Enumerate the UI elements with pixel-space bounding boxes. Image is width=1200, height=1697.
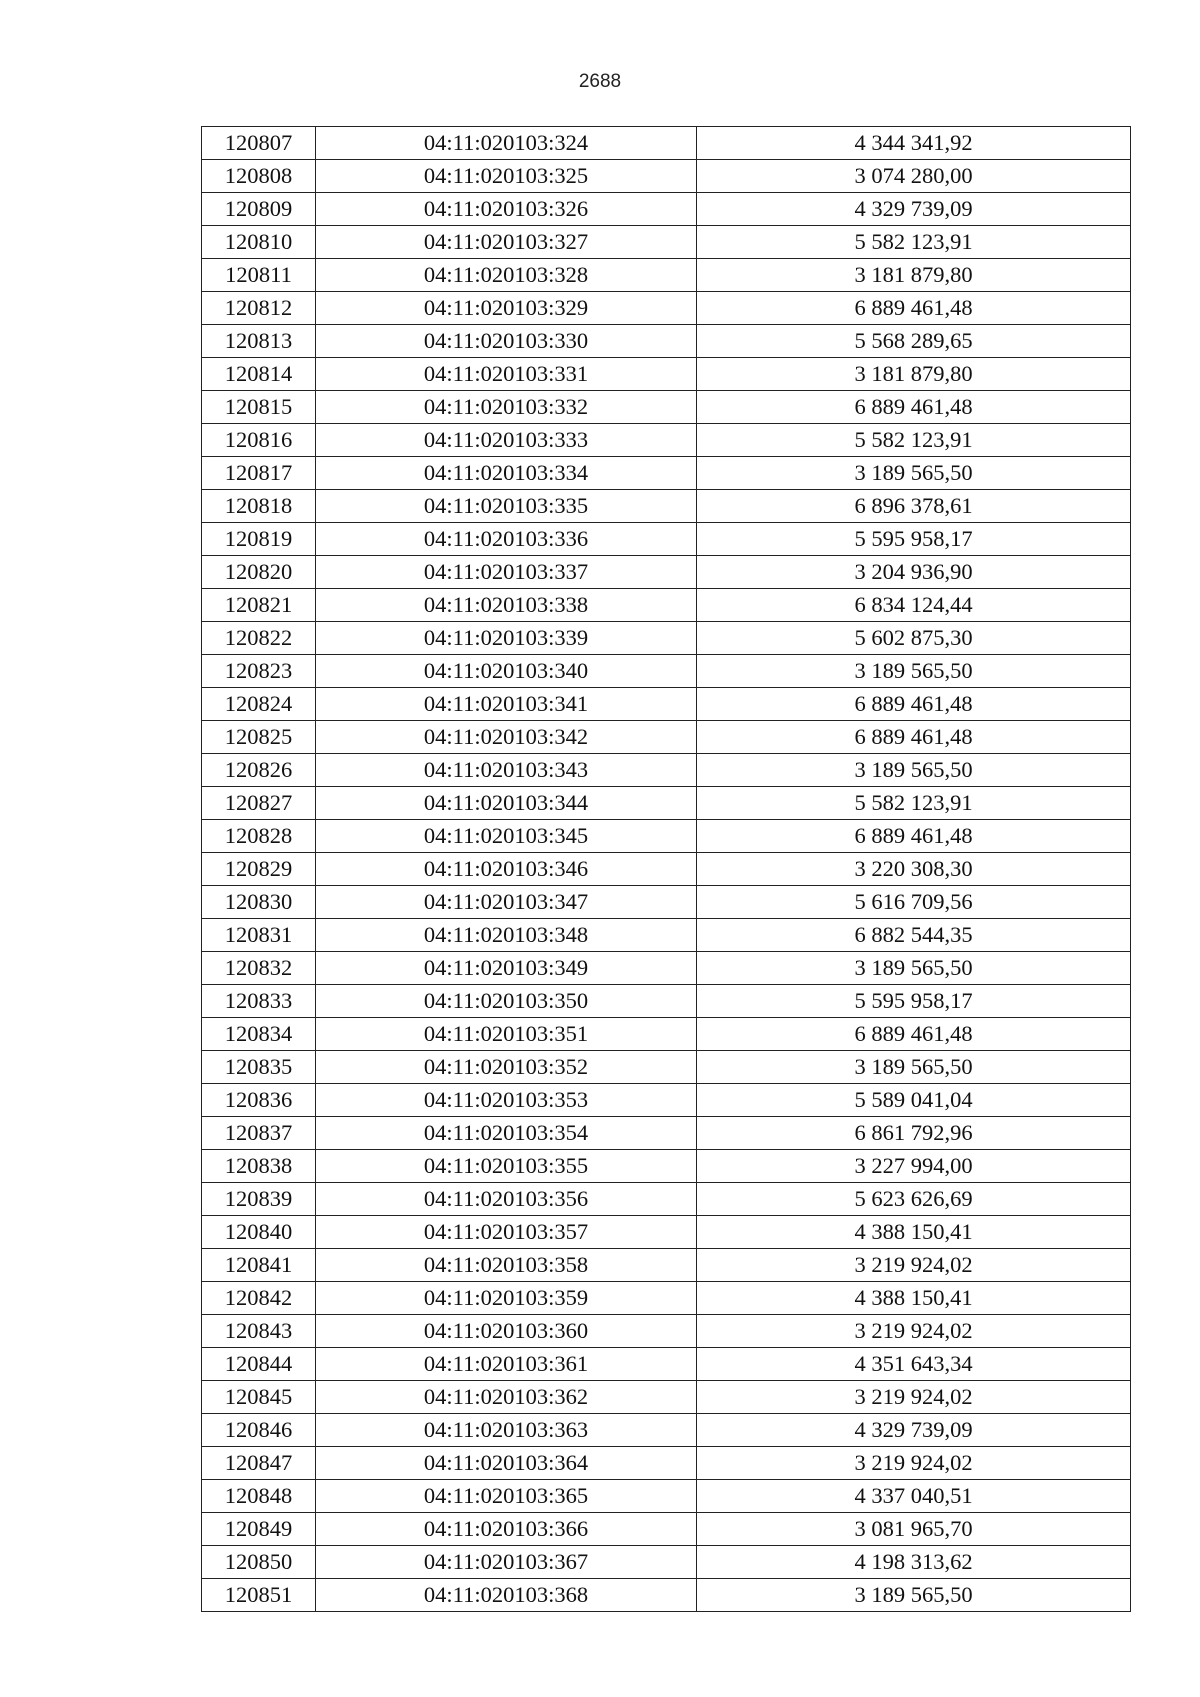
cadastral-value-cell: 5 623 626,69 bbox=[697, 1183, 1131, 1216]
table-body bbox=[202, 127, 1131, 1612]
cadastral-value-cell: 6 834 124,44 bbox=[697, 589, 1131, 622]
cadastral-number-cell: 04:11:020103:342 bbox=[316, 721, 697, 754]
cadastral-value-cell: 6 882 544,35 bbox=[697, 919, 1131, 952]
row-number-cell: 120813 bbox=[202, 325, 316, 358]
row-number-cell: 120831 bbox=[202, 919, 316, 952]
table-row bbox=[202, 1315, 1131, 1348]
cadastral-number-cell: 04:11:020103:366 bbox=[316, 1513, 697, 1546]
cadastral-value-cell: 5 595 958,17 bbox=[697, 985, 1131, 1018]
row-number-cell: 120841 bbox=[202, 1249, 316, 1282]
cadastral-number-cell: 04:11:020103:356 bbox=[316, 1183, 697, 1216]
row-number-cell: 120820 bbox=[202, 556, 316, 589]
cadastral-number-cell: 04:11:020103:368 bbox=[316, 1579, 697, 1612]
row-number-cell: 120847 bbox=[202, 1447, 316, 1480]
table-row bbox=[202, 919, 1131, 952]
row-number-cell: 120842 bbox=[202, 1282, 316, 1315]
cadastral-value-table bbox=[201, 126, 1131, 1612]
cadastral-number-cell: 04:11:020103:326 bbox=[316, 193, 697, 226]
table-row bbox=[202, 952, 1131, 985]
cadastral-number-cell: 04:11:020103:331 bbox=[316, 358, 697, 391]
cadastral-value-cell: 3 189 565,50 bbox=[697, 457, 1131, 490]
cadastral-value-cell: 4 198 313,62 bbox=[697, 1546, 1131, 1579]
cadastral-value-cell: 6 889 461,48 bbox=[697, 1018, 1131, 1051]
row-number-cell: 120822 bbox=[202, 622, 316, 655]
cadastral-value-cell: 4 351 643,34 bbox=[697, 1348, 1131, 1381]
table-row bbox=[202, 424, 1131, 457]
table-row bbox=[202, 853, 1131, 886]
cadastral-value-cell: 4 329 739,09 bbox=[697, 193, 1131, 226]
cadastral-value-cell: 3 204 936,90 bbox=[697, 556, 1131, 589]
cadastral-number-cell: 04:11:020103:341 bbox=[316, 688, 697, 721]
row-number-cell: 120817 bbox=[202, 457, 316, 490]
row-number-cell: 120824 bbox=[202, 688, 316, 721]
cadastral-value-cell: 3 219 924,02 bbox=[697, 1447, 1131, 1480]
cadastral-value-cell: 3 189 565,50 bbox=[697, 952, 1131, 985]
table-row bbox=[202, 325, 1131, 358]
cadastral-number-cell: 04:11:020103:365 bbox=[316, 1480, 697, 1513]
row-number-cell: 120850 bbox=[202, 1546, 316, 1579]
row-number-cell: 120807 bbox=[202, 127, 316, 160]
table-row bbox=[202, 1480, 1131, 1513]
row-number-cell: 120808 bbox=[202, 160, 316, 193]
table-row bbox=[202, 688, 1131, 721]
cadastral-number-cell: 04:11:020103:361 bbox=[316, 1348, 697, 1381]
row-number-cell: 120851 bbox=[202, 1579, 316, 1612]
row-number-cell: 120837 bbox=[202, 1117, 316, 1150]
cadastral-number-cell: 04:11:020103:325 bbox=[316, 160, 697, 193]
cadastral-number-cell: 04:11:020103:357 bbox=[316, 1216, 697, 1249]
table-row bbox=[202, 1579, 1131, 1612]
cadastral-value-cell: 5 582 123,91 bbox=[697, 424, 1131, 457]
table-row bbox=[202, 160, 1131, 193]
row-number-cell: 120845 bbox=[202, 1381, 316, 1414]
cadastral-number-cell: 04:11:020103:367 bbox=[316, 1546, 697, 1579]
cadastral-value-cell: 3 081 965,70 bbox=[697, 1513, 1131, 1546]
cadastral-value-cell: 3 219 924,02 bbox=[697, 1381, 1131, 1414]
cadastral-number-cell: 04:11:020103:349 bbox=[316, 952, 697, 985]
row-number-cell: 120812 bbox=[202, 292, 316, 325]
cadastral-number-cell: 04:11:020103:336 bbox=[316, 523, 697, 556]
cadastral-value-cell: 5 602 875,30 bbox=[697, 622, 1131, 655]
row-number-cell: 120821 bbox=[202, 589, 316, 622]
cadastral-number-cell: 04:11:020103:347 bbox=[316, 886, 697, 919]
cadastral-number-cell: 04:11:020103:358 bbox=[316, 1249, 697, 1282]
table-row bbox=[202, 985, 1131, 1018]
cadastral-number-cell: 04:11:020103:348 bbox=[316, 919, 697, 952]
cadastral-number-cell: 04:11:020103:332 bbox=[316, 391, 697, 424]
table-row bbox=[202, 1150, 1131, 1183]
cadastral-number-cell: 04:11:020103:337 bbox=[316, 556, 697, 589]
row-number-cell: 120849 bbox=[202, 1513, 316, 1546]
cadastral-number-cell: 04:11:020103:339 bbox=[316, 622, 697, 655]
cadastral-number-cell: 04:11:020103:350 bbox=[316, 985, 697, 1018]
row-number-cell: 120811 bbox=[202, 259, 316, 292]
cadastral-value-cell: 4 388 150,41 bbox=[697, 1282, 1131, 1315]
row-number-cell: 120848 bbox=[202, 1480, 316, 1513]
table-row bbox=[202, 1216, 1131, 1249]
cadastral-value-cell: 6 889 461,48 bbox=[697, 721, 1131, 754]
table-row bbox=[202, 1447, 1131, 1480]
row-number-cell: 120835 bbox=[202, 1051, 316, 1084]
table-row bbox=[202, 886, 1131, 919]
table-row bbox=[202, 589, 1131, 622]
table-row bbox=[202, 655, 1131, 688]
row-number-cell: 120832 bbox=[202, 952, 316, 985]
cadastral-number-cell: 04:11:020103:355 bbox=[316, 1150, 697, 1183]
row-number-cell: 120823 bbox=[202, 655, 316, 688]
cadastral-value-cell: 3 181 879,80 bbox=[697, 259, 1131, 292]
cadastral-value-cell: 4 337 040,51 bbox=[697, 1480, 1131, 1513]
row-number-cell: 120839 bbox=[202, 1183, 316, 1216]
cadastral-number-cell: 04:11:020103:352 bbox=[316, 1051, 697, 1084]
table-row bbox=[202, 1018, 1131, 1051]
table-row bbox=[202, 1381, 1131, 1414]
row-number-cell: 120816 bbox=[202, 424, 316, 457]
cadastral-value-cell: 5 568 289,65 bbox=[697, 325, 1131, 358]
cadastral-value-cell: 6 889 461,48 bbox=[697, 688, 1131, 721]
table-row bbox=[202, 1249, 1131, 1282]
table-row bbox=[202, 358, 1131, 391]
cadastral-value-cell: 6 889 461,48 bbox=[697, 820, 1131, 853]
cadastral-value-cell: 6 889 461,48 bbox=[697, 391, 1131, 424]
table-row bbox=[202, 1117, 1131, 1150]
row-number-cell: 120833 bbox=[202, 985, 316, 1018]
cadastral-value-cell: 5 595 958,17 bbox=[697, 523, 1131, 556]
table-row bbox=[202, 490, 1131, 523]
row-number-cell: 120815 bbox=[202, 391, 316, 424]
table-row bbox=[202, 754, 1131, 787]
table-row bbox=[202, 226, 1131, 259]
row-number-cell: 120829 bbox=[202, 853, 316, 886]
cadastral-number-cell: 04:11:020103:328 bbox=[316, 259, 697, 292]
cadastral-number-cell: 04:11:020103:363 bbox=[316, 1414, 697, 1447]
cadastral-value-cell: 6 861 792,96 bbox=[697, 1117, 1131, 1150]
cadastral-value-cell: 5 582 123,91 bbox=[697, 226, 1131, 259]
cadastral-number-cell: 04:11:020103:343 bbox=[316, 754, 697, 787]
cadastral-value-cell: 3 189 565,50 bbox=[697, 1579, 1131, 1612]
table-row bbox=[202, 457, 1131, 490]
cadastral-value-cell: 3 189 565,50 bbox=[697, 754, 1131, 787]
row-number-cell: 120834 bbox=[202, 1018, 316, 1051]
table-row bbox=[202, 259, 1131, 292]
cadastral-number-cell: 04:11:020103:351 bbox=[316, 1018, 697, 1051]
cadastral-number-cell: 04:11:020103:324 bbox=[316, 127, 697, 160]
cadastral-number-cell: 04:11:020103:345 bbox=[316, 820, 697, 853]
table-row bbox=[202, 1414, 1131, 1447]
table-row bbox=[202, 556, 1131, 589]
table-row bbox=[202, 127, 1131, 160]
page-number: 2688 bbox=[578, 71, 622, 92]
cadastral-number-cell: 04:11:020103:362 bbox=[316, 1381, 697, 1414]
row-number-cell: 120825 bbox=[202, 721, 316, 754]
cadastral-number-cell: 04:11:020103:340 bbox=[316, 655, 697, 688]
cadastral-number-cell: 04:11:020103:360 bbox=[316, 1315, 697, 1348]
cadastral-number-cell: 04:11:020103:353 bbox=[316, 1084, 697, 1117]
table-row bbox=[202, 622, 1131, 655]
table-row bbox=[202, 1546, 1131, 1579]
table-row bbox=[202, 1084, 1131, 1117]
cadastral-value-cell: 3 220 308,30 bbox=[697, 853, 1131, 886]
row-number-cell: 120826 bbox=[202, 754, 316, 787]
table-row bbox=[202, 1051, 1131, 1084]
table-row bbox=[202, 391, 1131, 424]
table-row bbox=[202, 1282, 1131, 1315]
cadastral-value-cell: 5 589 041,04 bbox=[697, 1084, 1131, 1117]
row-number-cell: 120836 bbox=[202, 1084, 316, 1117]
cadastral-value-cell: 6 889 461,48 bbox=[697, 292, 1131, 325]
table-row bbox=[202, 1183, 1131, 1216]
cadastral-value-cell: 3 227 994,00 bbox=[697, 1150, 1131, 1183]
table-row bbox=[202, 721, 1131, 754]
row-number-cell: 120810 bbox=[202, 226, 316, 259]
cadastral-value-cell: 4 329 739,09 bbox=[697, 1414, 1131, 1447]
table-row bbox=[202, 292, 1131, 325]
row-number-cell: 120827 bbox=[202, 787, 316, 820]
table-row bbox=[202, 523, 1131, 556]
row-number-cell: 120814 bbox=[202, 358, 316, 391]
cadastral-number-cell: 04:11:020103:334 bbox=[316, 457, 697, 490]
cadastral-number-cell: 04:11:020103:359 bbox=[316, 1282, 697, 1315]
row-number-cell: 120818 bbox=[202, 490, 316, 523]
row-number-cell: 120840 bbox=[202, 1216, 316, 1249]
table-row bbox=[202, 1513, 1131, 1546]
cadastral-value-cell: 3 219 924,02 bbox=[697, 1249, 1131, 1282]
row-number-cell: 120828 bbox=[202, 820, 316, 853]
cadastral-number-cell: 04:11:020103:329 bbox=[316, 292, 697, 325]
cadastral-value-cell: 3 189 565,50 bbox=[697, 655, 1131, 688]
cadastral-number-cell: 04:11:020103:346 bbox=[316, 853, 697, 886]
cadastral-value-cell: 5 616 709,56 bbox=[697, 886, 1131, 919]
cadastral-number-cell: 04:11:020103:333 bbox=[316, 424, 697, 457]
cadastral-number-cell: 04:11:020103:354 bbox=[316, 1117, 697, 1150]
cadastral-number-cell: 04:11:020103:327 bbox=[316, 226, 697, 259]
table-row bbox=[202, 787, 1131, 820]
cadastral-number-cell: 04:11:020103:335 bbox=[316, 490, 697, 523]
cadastral-value-cell: 3 219 924,02 bbox=[697, 1315, 1131, 1348]
cadastral-number-cell: 04:11:020103:330 bbox=[316, 325, 697, 358]
cadastral-value-cell: 6 896 378,61 bbox=[697, 490, 1131, 523]
table-row bbox=[202, 820, 1131, 853]
cadastral-value-cell: 3 181 879,80 bbox=[697, 358, 1131, 391]
row-number-cell: 120846 bbox=[202, 1414, 316, 1447]
cadastral-value-cell: 4 344 341,92 bbox=[697, 127, 1131, 160]
row-number-cell: 120809 bbox=[202, 193, 316, 226]
cadastral-number-cell: 04:11:020103:338 bbox=[316, 589, 697, 622]
cadastral-number-cell: 04:11:020103:344 bbox=[316, 787, 697, 820]
row-number-cell: 120830 bbox=[202, 886, 316, 919]
cadastral-number-cell: 04:11:020103:364 bbox=[316, 1447, 697, 1480]
row-number-cell: 120819 bbox=[202, 523, 316, 556]
cadastral-value-cell: 4 388 150,41 bbox=[697, 1216, 1131, 1249]
row-number-cell: 120844 bbox=[202, 1348, 316, 1381]
table-row bbox=[202, 1348, 1131, 1381]
cadastral-value-cell: 5 582 123,91 bbox=[697, 787, 1131, 820]
row-number-cell: 120838 bbox=[202, 1150, 316, 1183]
cadastral-value-cell: 3 074 280,00 bbox=[697, 160, 1131, 193]
table-row bbox=[202, 193, 1131, 226]
row-number-cell: 120843 bbox=[202, 1315, 316, 1348]
cadastral-value-cell: 3 189 565,50 bbox=[697, 1051, 1131, 1084]
